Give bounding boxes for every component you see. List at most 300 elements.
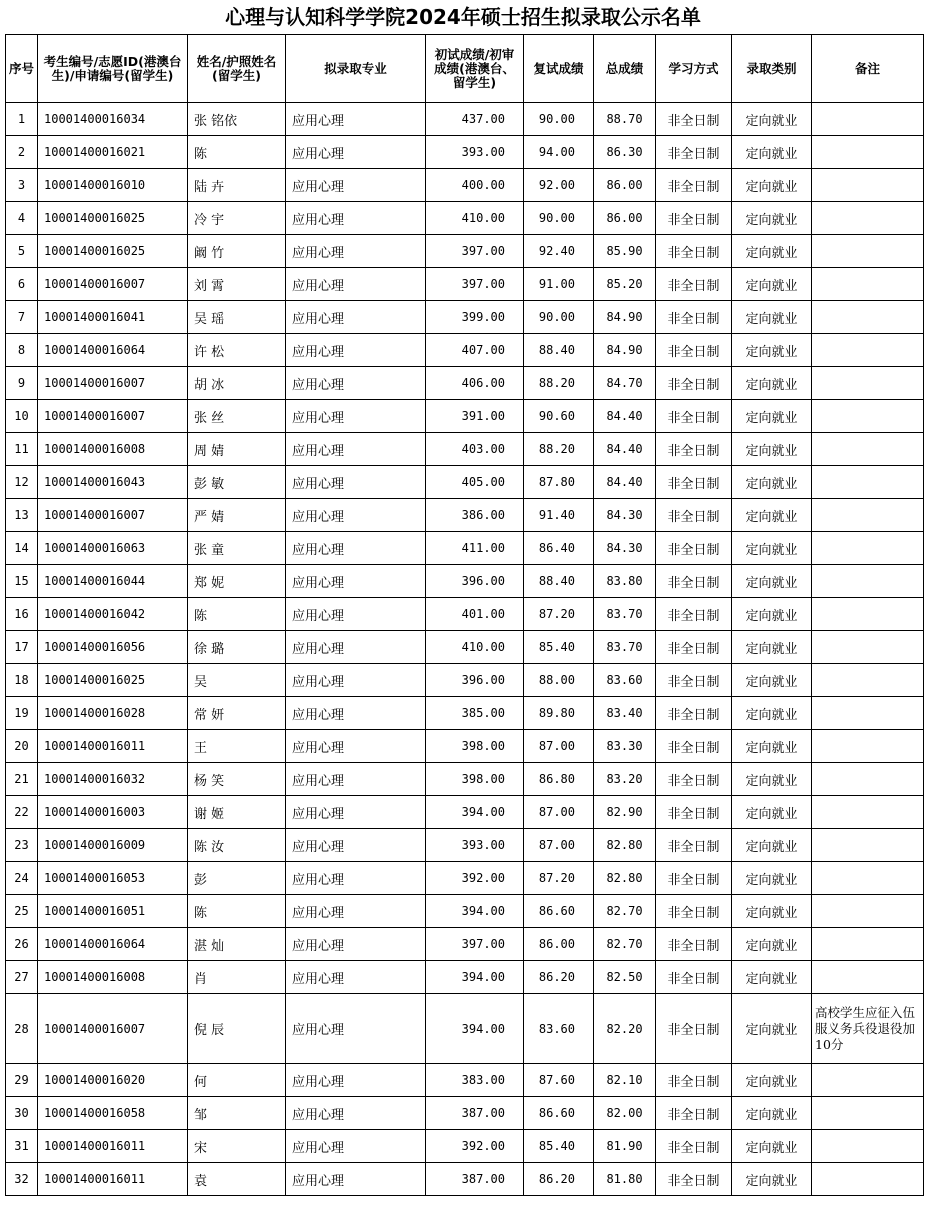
cell-category: 定向就业 (732, 763, 812, 796)
cell-category: 定向就业 (732, 730, 812, 763)
table-row (6, 829, 924, 862)
cell-retest-score: 91.00 (524, 268, 594, 301)
cell-remark (812, 532, 924, 565)
cell-study-mode: 非全日制 (656, 961, 732, 994)
cell-major: 应用心理 (286, 235, 426, 268)
cell-name: 张 铭依 (188, 103, 286, 136)
header-study-mode: 学习方式 (656, 35, 732, 103)
cell-initial-score: 387.00 (426, 1097, 524, 1130)
cell-candidate-id: 10001400016042 (38, 598, 188, 631)
cell-candidate-id: 10001400016028 (38, 697, 188, 730)
header-initial-score: 初试成绩/初审成绩(港澳台、留学生) (426, 35, 524, 103)
cell-name: 邹 (188, 1097, 286, 1130)
cell-name: 刘 霄 (188, 268, 286, 301)
cell-remark (812, 961, 924, 994)
cell-remark (812, 730, 924, 763)
header-name: 姓名/护照姓名(留学生) (188, 35, 286, 103)
table-row (6, 796, 924, 829)
table-row (6, 1130, 924, 1163)
cell-candidate-id: 10001400016025 (38, 235, 188, 268)
cell-seq: 8 (6, 334, 38, 367)
cell-study-mode: 非全日制 (656, 334, 732, 367)
cell-total-score: 82.80 (594, 829, 656, 862)
cell-candidate-id: 10001400016008 (38, 433, 188, 466)
cell-major: 应用心理 (286, 631, 426, 664)
cell-initial-score: 399.00 (426, 301, 524, 334)
cell-major: 应用心理 (286, 433, 426, 466)
cell-category: 定向就业 (732, 631, 812, 664)
cell-seq: 16 (6, 598, 38, 631)
cell-total-score: 84.40 (594, 433, 656, 466)
cell-major: 应用心理 (286, 400, 426, 433)
table-row (6, 565, 924, 598)
cell-name: 肖 (188, 961, 286, 994)
cell-initial-score: 386.00 (426, 499, 524, 532)
header-remark: 备注 (812, 35, 924, 103)
cell-remark (812, 268, 924, 301)
cell-total-score: 82.00 (594, 1097, 656, 1130)
table-row (6, 136, 924, 169)
cell-total-score: 84.30 (594, 499, 656, 532)
cell-retest-score: 91.40 (524, 499, 594, 532)
cell-seq: 2 (6, 136, 38, 169)
header-major: 拟录取专业 (286, 35, 426, 103)
cell-category: 定向就业 (732, 1097, 812, 1130)
cell-category: 定向就业 (732, 1163, 812, 1196)
cell-candidate-id: 10001400016025 (38, 202, 188, 235)
cell-initial-score: 403.00 (426, 433, 524, 466)
cell-retest-score: 87.80 (524, 466, 594, 499)
cell-initial-score: 385.00 (426, 697, 524, 730)
cell-seq: 5 (6, 235, 38, 268)
cell-seq: 30 (6, 1097, 38, 1130)
table-header-row (6, 35, 924, 103)
cell-major: 应用心理 (286, 1097, 426, 1130)
cell-major: 应用心理 (286, 103, 426, 136)
cell-initial-score: 410.00 (426, 631, 524, 664)
cell-candidate-id: 10001400016034 (38, 103, 188, 136)
cell-remark (812, 433, 924, 466)
cell-remark (812, 895, 924, 928)
cell-retest-score: 90.00 (524, 202, 594, 235)
cell-seq: 20 (6, 730, 38, 763)
cell-name: 袁 (188, 1163, 286, 1196)
table-row (6, 367, 924, 400)
cell-remark (812, 631, 924, 664)
cell-seq: 7 (6, 301, 38, 334)
cell-initial-score: 411.00 (426, 532, 524, 565)
cell-candidate-id: 10001400016007 (38, 994, 188, 1064)
cell-retest-score: 83.60 (524, 994, 594, 1064)
cell-seq: 31 (6, 1130, 38, 1163)
cell-category: 定向就业 (732, 1064, 812, 1097)
cell-name: 冷 宇 (188, 202, 286, 235)
cell-remark (812, 1130, 924, 1163)
cell-retest-score: 90.60 (524, 400, 594, 433)
cell-remark (812, 598, 924, 631)
cell-name: 周 婧 (188, 433, 286, 466)
cell-category: 定向就业 (732, 961, 812, 994)
cell-major: 应用心理 (286, 1130, 426, 1163)
cell-initial-score: 397.00 (426, 235, 524, 268)
cell-seq: 13 (6, 499, 38, 532)
table-row (6, 763, 924, 796)
cell-category: 定向就业 (732, 1130, 812, 1163)
page-title: 心理与认知科学学院2024年硕士招生拟录取公示名单 (225, 5, 701, 29)
cell-retest-score: 86.20 (524, 1163, 594, 1196)
cell-category: 定向就业 (732, 565, 812, 598)
cell-total-score: 86.00 (594, 202, 656, 235)
cell-category: 定向就业 (732, 334, 812, 367)
cell-remark (812, 301, 924, 334)
cell-initial-score: 387.00 (426, 1163, 524, 1196)
header-seq: 序号 (6, 35, 38, 103)
cell-retest-score: 86.00 (524, 928, 594, 961)
cell-retest-score: 92.40 (524, 235, 594, 268)
cell-candidate-id: 10001400016011 (38, 730, 188, 763)
cell-candidate-id: 10001400016011 (38, 1163, 188, 1196)
cell-major: 应用心理 (286, 763, 426, 796)
table-row (6, 301, 924, 334)
cell-remark (812, 763, 924, 796)
header-id: 考生编号/志愿ID(港澳台生)/申请编号(留学生) (38, 35, 188, 103)
cell-name: 常 妍 (188, 697, 286, 730)
cell-category: 定向就业 (732, 169, 812, 202)
cell-name: 倪 辰 (188, 994, 286, 1064)
cell-initial-score: 392.00 (426, 862, 524, 895)
table-row (6, 400, 924, 433)
table-row (6, 499, 924, 532)
cell-candidate-id: 10001400016058 (38, 1097, 188, 1130)
cell-major: 应用心理 (286, 598, 426, 631)
cell-major: 应用心理 (286, 202, 426, 235)
table-row (6, 598, 924, 631)
cell-retest-score: 87.00 (524, 796, 594, 829)
cell-candidate-id: 10001400016056 (38, 631, 188, 664)
header-total-score: 总成绩 (594, 35, 656, 103)
cell-total-score: 84.90 (594, 301, 656, 334)
table-row (6, 169, 924, 202)
cell-candidate-id: 10001400016008 (38, 961, 188, 994)
cell-initial-score: 398.00 (426, 730, 524, 763)
cell-study-mode: 非全日制 (656, 994, 732, 1064)
cell-major: 应用心理 (286, 664, 426, 697)
table-row (6, 697, 924, 730)
cell-study-mode: 非全日制 (656, 433, 732, 466)
cell-seq: 12 (6, 466, 38, 499)
cell-initial-score: 396.00 (426, 664, 524, 697)
cell-candidate-id: 10001400016003 (38, 796, 188, 829)
cell-seq: 4 (6, 202, 38, 235)
cell-name: 张 童 (188, 532, 286, 565)
cell-initial-score: 401.00 (426, 598, 524, 631)
cell-seq: 17 (6, 631, 38, 664)
cell-retest-score: 87.20 (524, 862, 594, 895)
cell-initial-score: 437.00 (426, 103, 524, 136)
cell-category: 定向就业 (732, 103, 812, 136)
cell-initial-score: 391.00 (426, 400, 524, 433)
cell-remark (812, 1097, 924, 1130)
cell-name: 陆 卉 (188, 169, 286, 202)
cell-candidate-id: 10001400016009 (38, 829, 188, 862)
cell-seq: 9 (6, 367, 38, 400)
cell-study-mode: 非全日制 (656, 730, 732, 763)
cell-total-score: 83.30 (594, 730, 656, 763)
cell-total-score: 83.70 (594, 631, 656, 664)
cell-total-score: 82.10 (594, 1064, 656, 1097)
cell-category: 定向就业 (732, 136, 812, 169)
cell-retest-score: 90.00 (524, 103, 594, 136)
cell-initial-score: 405.00 (426, 466, 524, 499)
cell-seq: 11 (6, 433, 38, 466)
table-row (6, 532, 924, 565)
table-row (6, 862, 924, 895)
table-row (6, 1064, 924, 1097)
cell-study-mode: 非全日制 (656, 862, 732, 895)
cell-remark (812, 367, 924, 400)
cell-major: 应用心理 (286, 1064, 426, 1097)
cell-total-score: 84.40 (594, 400, 656, 433)
cell-name: 吴 (188, 664, 286, 697)
cell-candidate-id: 10001400016041 (38, 301, 188, 334)
cell-total-score: 84.70 (594, 367, 656, 400)
cell-study-mode: 非全日制 (656, 136, 732, 169)
cell-remark (812, 862, 924, 895)
cell-initial-score: 383.00 (426, 1064, 524, 1097)
cell-name: 陈 (188, 598, 286, 631)
header-category: 录取类别 (732, 35, 812, 103)
cell-initial-score: 400.00 (426, 169, 524, 202)
table-row (6, 103, 924, 136)
cell-initial-score: 410.00 (426, 202, 524, 235)
cell-study-mode: 非全日制 (656, 1130, 732, 1163)
cell-total-score: 81.80 (594, 1163, 656, 1196)
cell-initial-score: 407.00 (426, 334, 524, 367)
cell-remark: 高校学生应征入伍服义务兵役退役加10分 (812, 994, 924, 1064)
cell-retest-score: 86.40 (524, 532, 594, 565)
header-retest-score: 复试成绩 (524, 35, 594, 103)
cell-study-mode: 非全日制 (656, 400, 732, 433)
cell-study-mode: 非全日制 (656, 697, 732, 730)
cell-seq: 15 (6, 565, 38, 598)
cell-retest-score: 92.00 (524, 169, 594, 202)
cell-study-mode: 非全日制 (656, 301, 732, 334)
cell-study-mode: 非全日制 (656, 829, 732, 862)
cell-retest-score: 87.00 (524, 829, 594, 862)
cell-remark (812, 202, 924, 235)
cell-study-mode: 非全日制 (656, 763, 732, 796)
cell-remark (812, 334, 924, 367)
cell-retest-score: 87.00 (524, 730, 594, 763)
cell-initial-score: 394.00 (426, 994, 524, 1064)
cell-study-mode: 非全日制 (656, 598, 732, 631)
cell-major: 应用心理 (286, 136, 426, 169)
cell-candidate-id: 10001400016007 (38, 367, 188, 400)
cell-initial-score: 396.00 (426, 565, 524, 598)
table-row (6, 235, 924, 268)
cell-category: 定向就业 (732, 367, 812, 400)
cell-total-score: 81.90 (594, 1130, 656, 1163)
cell-category: 定向就业 (732, 994, 812, 1064)
cell-category: 定向就业 (732, 499, 812, 532)
cell-name: 陈 (188, 895, 286, 928)
cell-candidate-id: 10001400016021 (38, 136, 188, 169)
cell-name: 彭 敏 (188, 466, 286, 499)
cell-name: 严 婧 (188, 499, 286, 532)
cell-name: 许 松 (188, 334, 286, 367)
cell-seq: 18 (6, 664, 38, 697)
cell-study-mode: 非全日制 (656, 664, 732, 697)
cell-total-score: 83.60 (594, 664, 656, 697)
cell-category: 定向就业 (732, 202, 812, 235)
cell-major: 应用心理 (286, 895, 426, 928)
cell-candidate-id: 10001400016007 (38, 268, 188, 301)
cell-study-mode: 非全日制 (656, 235, 732, 268)
cell-major: 应用心理 (286, 268, 426, 301)
cell-major: 应用心理 (286, 169, 426, 202)
admission-table (5, 34, 924, 1196)
cell-major: 应用心理 (286, 565, 426, 598)
cell-major: 应用心理 (286, 697, 426, 730)
cell-total-score: 86.30 (594, 136, 656, 169)
cell-total-score: 82.90 (594, 796, 656, 829)
cell-major: 应用心理 (286, 928, 426, 961)
cell-remark (812, 697, 924, 730)
cell-category: 定向就业 (732, 400, 812, 433)
cell-category: 定向就业 (732, 433, 812, 466)
table-row (6, 961, 924, 994)
cell-category: 定向就业 (732, 829, 812, 862)
cell-remark (812, 1163, 924, 1196)
cell-category: 定向就业 (732, 598, 812, 631)
table-row (6, 1163, 924, 1196)
cell-retest-score: 88.20 (524, 367, 594, 400)
table-row (6, 1097, 924, 1130)
cell-major: 应用心理 (286, 730, 426, 763)
cell-study-mode: 非全日制 (656, 565, 732, 598)
cell-candidate-id: 10001400016011 (38, 1130, 188, 1163)
cell-study-mode: 非全日制 (656, 268, 732, 301)
cell-major: 应用心理 (286, 961, 426, 994)
cell-category: 定向就业 (732, 796, 812, 829)
cell-study-mode: 非全日制 (656, 1163, 732, 1196)
table-row (6, 928, 924, 961)
cell-name: 谢 姬 (188, 796, 286, 829)
cell-remark (812, 565, 924, 598)
cell-initial-score: 394.00 (426, 895, 524, 928)
table-row (6, 730, 924, 763)
cell-retest-score: 85.40 (524, 631, 594, 664)
cell-total-score: 84.90 (594, 334, 656, 367)
cell-retest-score: 87.20 (524, 598, 594, 631)
cell-name: 宋 (188, 1130, 286, 1163)
table-row (6, 433, 924, 466)
cell-study-mode: 非全日制 (656, 202, 732, 235)
cell-remark (812, 136, 924, 169)
cell-major: 应用心理 (286, 862, 426, 895)
cell-initial-score: 398.00 (426, 763, 524, 796)
cell-candidate-id: 10001400016044 (38, 565, 188, 598)
cell-seq: 28 (6, 994, 38, 1064)
cell-total-score: 82.80 (594, 862, 656, 895)
cell-initial-score: 393.00 (426, 829, 524, 862)
cell-retest-score: 94.00 (524, 136, 594, 169)
cell-candidate-id: 10001400016025 (38, 664, 188, 697)
cell-candidate-id: 10001400016064 (38, 928, 188, 961)
cell-retest-score: 85.40 (524, 1130, 594, 1163)
cell-name: 郑 妮 (188, 565, 286, 598)
cell-remark (812, 235, 924, 268)
cell-retest-score: 88.00 (524, 664, 594, 697)
cell-initial-score: 392.00 (426, 1130, 524, 1163)
cell-name: 何 (188, 1064, 286, 1097)
cell-retest-score: 88.40 (524, 334, 594, 367)
cell-remark (812, 169, 924, 202)
cell-candidate-id: 10001400016043 (38, 466, 188, 499)
cell-major: 应用心理 (286, 796, 426, 829)
table-row (6, 268, 924, 301)
table-row (6, 202, 924, 235)
cell-study-mode: 非全日制 (656, 169, 732, 202)
cell-total-score: 85.90 (594, 235, 656, 268)
cell-name: 陈 (188, 136, 286, 169)
cell-seq: 32 (6, 1163, 38, 1196)
cell-major: 应用心理 (286, 1163, 426, 1196)
cell-major: 应用心理 (286, 532, 426, 565)
cell-seq: 24 (6, 862, 38, 895)
cell-initial-score: 394.00 (426, 961, 524, 994)
cell-retest-score: 90.00 (524, 301, 594, 334)
cell-seq: 26 (6, 928, 38, 961)
cell-name: 张 丝 (188, 400, 286, 433)
cell-retest-score: 86.80 (524, 763, 594, 796)
cell-seq: 21 (6, 763, 38, 796)
cell-major: 应用心理 (286, 466, 426, 499)
cell-category: 定向就业 (732, 895, 812, 928)
cell-category: 定向就业 (732, 466, 812, 499)
cell-seq: 23 (6, 829, 38, 862)
cell-study-mode: 非全日制 (656, 631, 732, 664)
cell-seq: 29 (6, 1064, 38, 1097)
cell-name: 湛 灿 (188, 928, 286, 961)
cell-major: 应用心理 (286, 829, 426, 862)
cell-candidate-id: 10001400016053 (38, 862, 188, 895)
cell-candidate-id: 10001400016051 (38, 895, 188, 928)
cell-category: 定向就业 (732, 532, 812, 565)
cell-category: 定向就业 (732, 235, 812, 268)
cell-total-score: 82.70 (594, 928, 656, 961)
cell-name: 彭 (188, 862, 286, 895)
cell-study-mode: 非全日制 (656, 1097, 732, 1130)
cell-candidate-id: 10001400016063 (38, 532, 188, 565)
cell-category: 定向就业 (732, 862, 812, 895)
cell-retest-score: 88.20 (524, 433, 594, 466)
cell-study-mode: 非全日制 (656, 367, 732, 400)
cell-total-score: 84.40 (594, 466, 656, 499)
cell-remark (812, 664, 924, 697)
cell-retest-score: 89.80 (524, 697, 594, 730)
cell-study-mode: 非全日制 (656, 532, 732, 565)
table-row (6, 466, 924, 499)
cell-total-score: 83.70 (594, 598, 656, 631)
cell-seq: 14 (6, 532, 38, 565)
cell-remark (812, 466, 924, 499)
cell-study-mode: 非全日制 (656, 499, 732, 532)
cell-remark (812, 103, 924, 136)
cell-major: 应用心理 (286, 334, 426, 367)
cell-name: 阚 竹 (188, 235, 286, 268)
table-row (6, 631, 924, 664)
